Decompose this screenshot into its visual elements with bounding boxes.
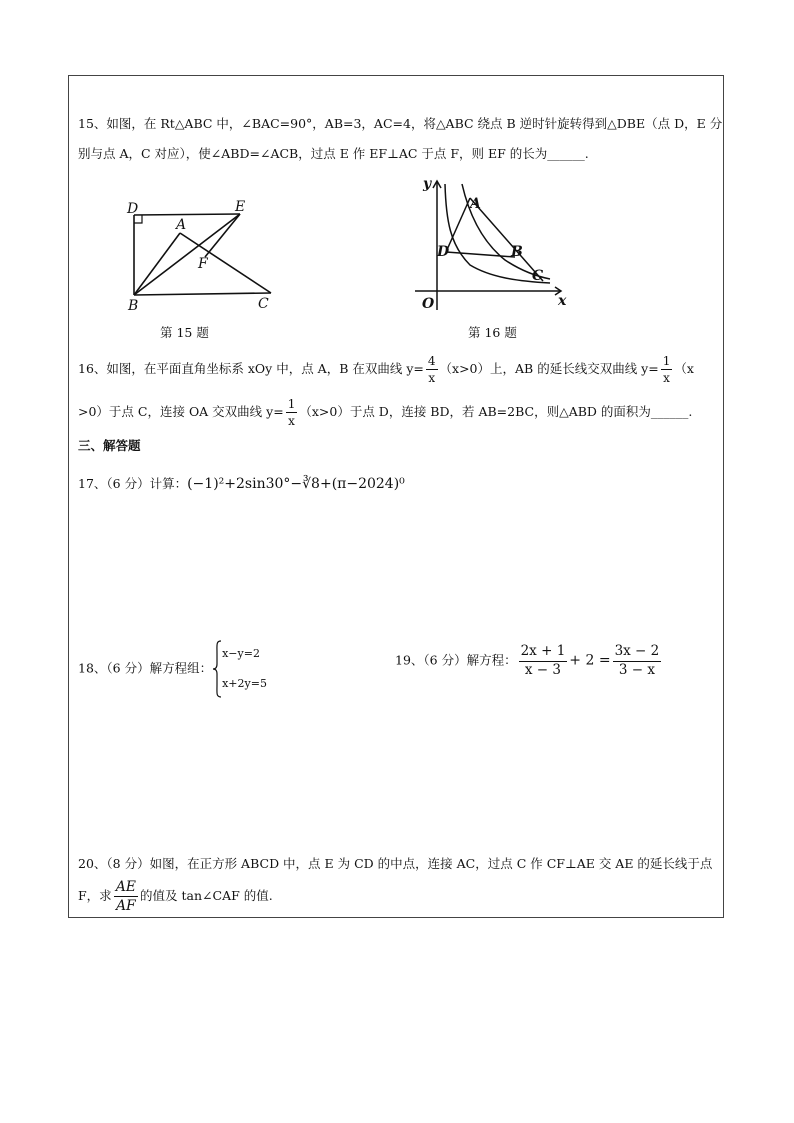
q19-lhs-num: 2x + 1 — [519, 645, 568, 662]
fig15-label-A: A — [176, 217, 187, 233]
q19-mid: + 2 = — [569, 652, 611, 669]
q16-line1 — [78, 355, 694, 384]
q18-equation-system — [212, 639, 267, 699]
q19-prefix: 19、（6 分）解方程： — [395, 652, 517, 668]
q16-frac-3-den: x — [288, 414, 295, 428]
q16-text-4: >0）于点 C，连接 OA 交双曲线 y= — [78, 404, 284, 419]
fig16-label-A: A — [470, 196, 481, 212]
fig16-label-y: y — [423, 176, 432, 192]
q20-line1: 20、（8 分）如图，在正方形 ABCD 中，点 E 为 CD 的中点，连接 AC，过点 C 作 CF⊥AE 交 AE 的延长线于点 — [78, 856, 713, 871]
brace-icon — [212, 639, 222, 699]
q20-frac-num: AE — [115, 879, 137, 895]
q18-eq2: x+2y=5 — [222, 676, 267, 690]
fig16-label-C: C — [532, 268, 544, 284]
figure-15 — [115, 195, 290, 315]
q16-frac-1-num: 4 — [427, 354, 436, 368]
q18-line — [78, 638, 267, 698]
q17-expression: (−1)²+2sin30°−∛8+(π−2024)⁰ — [187, 476, 405, 492]
q16-frac-3-num: 1 — [287, 397, 296, 411]
fig16-label-B: B — [511, 244, 523, 260]
fig15-caption: 第 15 题 — [160, 325, 209, 340]
q16-frac-1-den: x — [428, 371, 436, 385]
q17-line — [78, 475, 405, 493]
q19-lhs-den: x − 3 — [524, 661, 561, 678]
q16-text-1: 16、如图，在平面直角坐标系 xOy 中，点 A，B 在双曲线 y= — [78, 361, 424, 376]
q20-frac-den: AF — [115, 898, 136, 914]
q19-lhs-fraction — [519, 645, 568, 677]
fig15-label-D: D — [127, 201, 139, 217]
fig15-label-E: E — [235, 199, 246, 215]
q17-prefix: 17、（6 分）计算： — [78, 476, 188, 491]
fig16-label-x: x — [558, 293, 567, 309]
q16-text-3: （x — [674, 361, 694, 376]
q16-text-2: （x>0）上，AB 的延长线交双曲线 y= — [439, 361, 659, 376]
q16-frac-3 — [286, 398, 298, 427]
q16-frac-2 — [661, 355, 673, 384]
q20-line2 — [78, 880, 273, 913]
fig16-caption: 第 16 题 — [468, 325, 517, 340]
fig16-label-O: O — [422, 296, 435, 312]
fig15-label-C: C — [258, 296, 269, 312]
q16-frac-2-num: 1 — [662, 354, 671, 368]
fig16-label-D: D — [437, 244, 450, 260]
section-3-heading: 三、解答题 — [78, 438, 141, 453]
q19-line — [395, 645, 663, 677]
q19-rhs-fraction — [613, 645, 662, 677]
q18-prefix: 18、（6 分）解方程组： — [78, 660, 213, 676]
q19-rhs-den: 3 − x — [618, 661, 655, 678]
q20-post: 的值及 tan∠CAF 的值. — [140, 888, 273, 903]
q16-frac-1 — [426, 355, 438, 384]
q20-fraction — [114, 880, 138, 913]
q16-line2 — [78, 398, 692, 427]
q15-line1: 15、如图，在 Rt△ABC 中，∠BAC=90°，AB=3，AC=4，将△ABC 绕点 B 逆时针旋转得到△DBE（点 D，E 分 — [78, 116, 723, 131]
q15-line2: 别与点 A，C 对应），使∠ABD=∠ACB，过点 E 作 EF⊥AC 于点 F，则 EF 的长为______. — [78, 146, 589, 161]
fig15-label-F: F — [198, 256, 208, 272]
q19-rhs-num: 3x − 2 — [613, 645, 662, 662]
q20-pre: F，求 — [78, 888, 112, 903]
q16-text-5: （x>0）于点 D，连接 BD，若 AB=2BC，则△ABD 的面积为______. — [299, 404, 693, 419]
q16-frac-2-den: x — [663, 371, 670, 385]
fig15-label-B: B — [128, 298, 139, 314]
q18-eq1: x−y=2 — [222, 646, 260, 660]
figure-16 — [410, 170, 575, 315]
